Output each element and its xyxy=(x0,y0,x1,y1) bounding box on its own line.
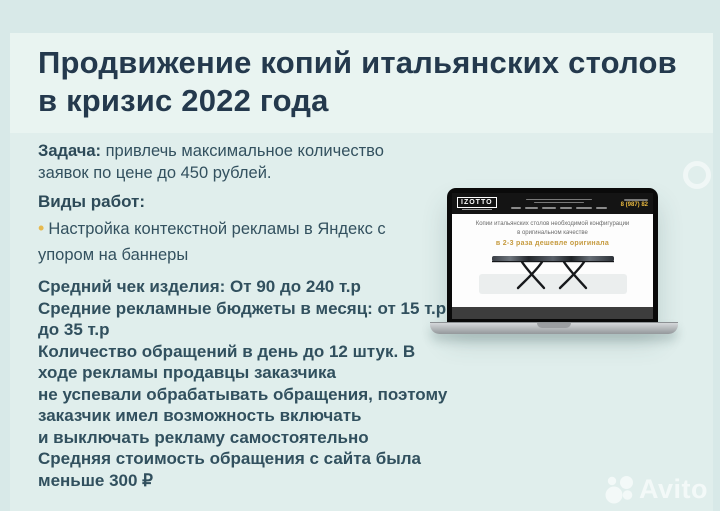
stats-line: до 35 т.р xyxy=(38,320,110,339)
bullet-line-2: упором на баннеры xyxy=(38,246,189,264)
avito-wordmark: Avito xyxy=(639,473,708,504)
stats-paragraph xyxy=(38,276,447,491)
page-title-line-2: в кризис 2022 года xyxy=(38,83,329,118)
stats-line: Средние рекламные бюджеты в месяц: от 15 т.р xyxy=(38,298,447,318)
site-header-center xyxy=(502,199,616,209)
site-hero-line-2: в оригинальном качестве xyxy=(517,229,588,236)
decorative-circle xyxy=(683,161,711,189)
task-line-1: Задача: привлечь максимальное количество xyxy=(38,142,384,160)
website-mockup xyxy=(452,193,653,319)
site-nav-item-bar xyxy=(511,207,521,209)
stats-line: Средний чек изделия: От 90 до 240 т.р xyxy=(38,277,361,296)
site-hero-highlight: в 2-3 раза дешевле оригинала xyxy=(495,239,610,247)
site-nav-item-bar xyxy=(596,207,607,209)
laptop-base xyxy=(430,322,678,334)
avito-logo-icon xyxy=(605,473,635,505)
task-paragraph xyxy=(38,140,384,184)
works-bullet-item xyxy=(38,215,386,268)
stats-line: ходе рекламы продавцы заказчика xyxy=(38,363,336,382)
stats-line: не успевали обрабатывать обращения, поэтому xyxy=(38,384,448,404)
task-line-2: заявок по цене до 450 рублей. xyxy=(38,164,272,182)
stats-line: Средняя стоимость обращения с сайта была xyxy=(38,449,421,468)
site-callback-bar xyxy=(624,199,648,201)
site-nav-item-bar xyxy=(576,207,592,209)
laptop-screen xyxy=(447,188,658,325)
bullet-line-1: • Настройка контекстной рекламы в Яндекс с xyxy=(38,218,386,238)
page-title xyxy=(38,44,698,120)
page-title-line-1: Продвижение копий итальянских столов xyxy=(38,45,677,80)
stats-line: Количество обращений в день до 12 штук. В xyxy=(38,341,416,361)
bullet-dot-icon: • xyxy=(38,218,45,238)
site-footer xyxy=(452,307,653,319)
task-label: Задача: xyxy=(38,142,102,160)
site-phone: 8 (987) 82 xyxy=(620,202,648,208)
works-heading: Виды работ: xyxy=(38,192,146,211)
site-header xyxy=(452,193,653,214)
site-nav-item-bar xyxy=(560,207,572,209)
site-nav-item-bar xyxy=(525,207,538,209)
site-header-text-bar xyxy=(534,202,584,204)
stats-line: и выключать рекламу самостоятельно xyxy=(38,427,369,447)
site-logo xyxy=(457,197,497,211)
site-header-text-bar xyxy=(526,199,592,201)
site-hero-line-1: Копии итальянских столов необходимой конфигурации xyxy=(475,221,630,227)
table-image xyxy=(478,249,628,295)
site-nav xyxy=(511,207,607,209)
site-logo-tagline-bar xyxy=(462,209,492,210)
site-header-right xyxy=(621,199,648,208)
site-hero xyxy=(452,214,653,307)
stats-line: заказчик имел возможность включать xyxy=(38,406,362,425)
stats-line: меньше 300 ₽ xyxy=(38,470,153,490)
site-logo-text: IZOTTO xyxy=(457,197,497,208)
site-nav-item-bar xyxy=(542,207,556,209)
laptop-base-notch xyxy=(537,323,571,328)
avito-watermark xyxy=(605,473,708,505)
